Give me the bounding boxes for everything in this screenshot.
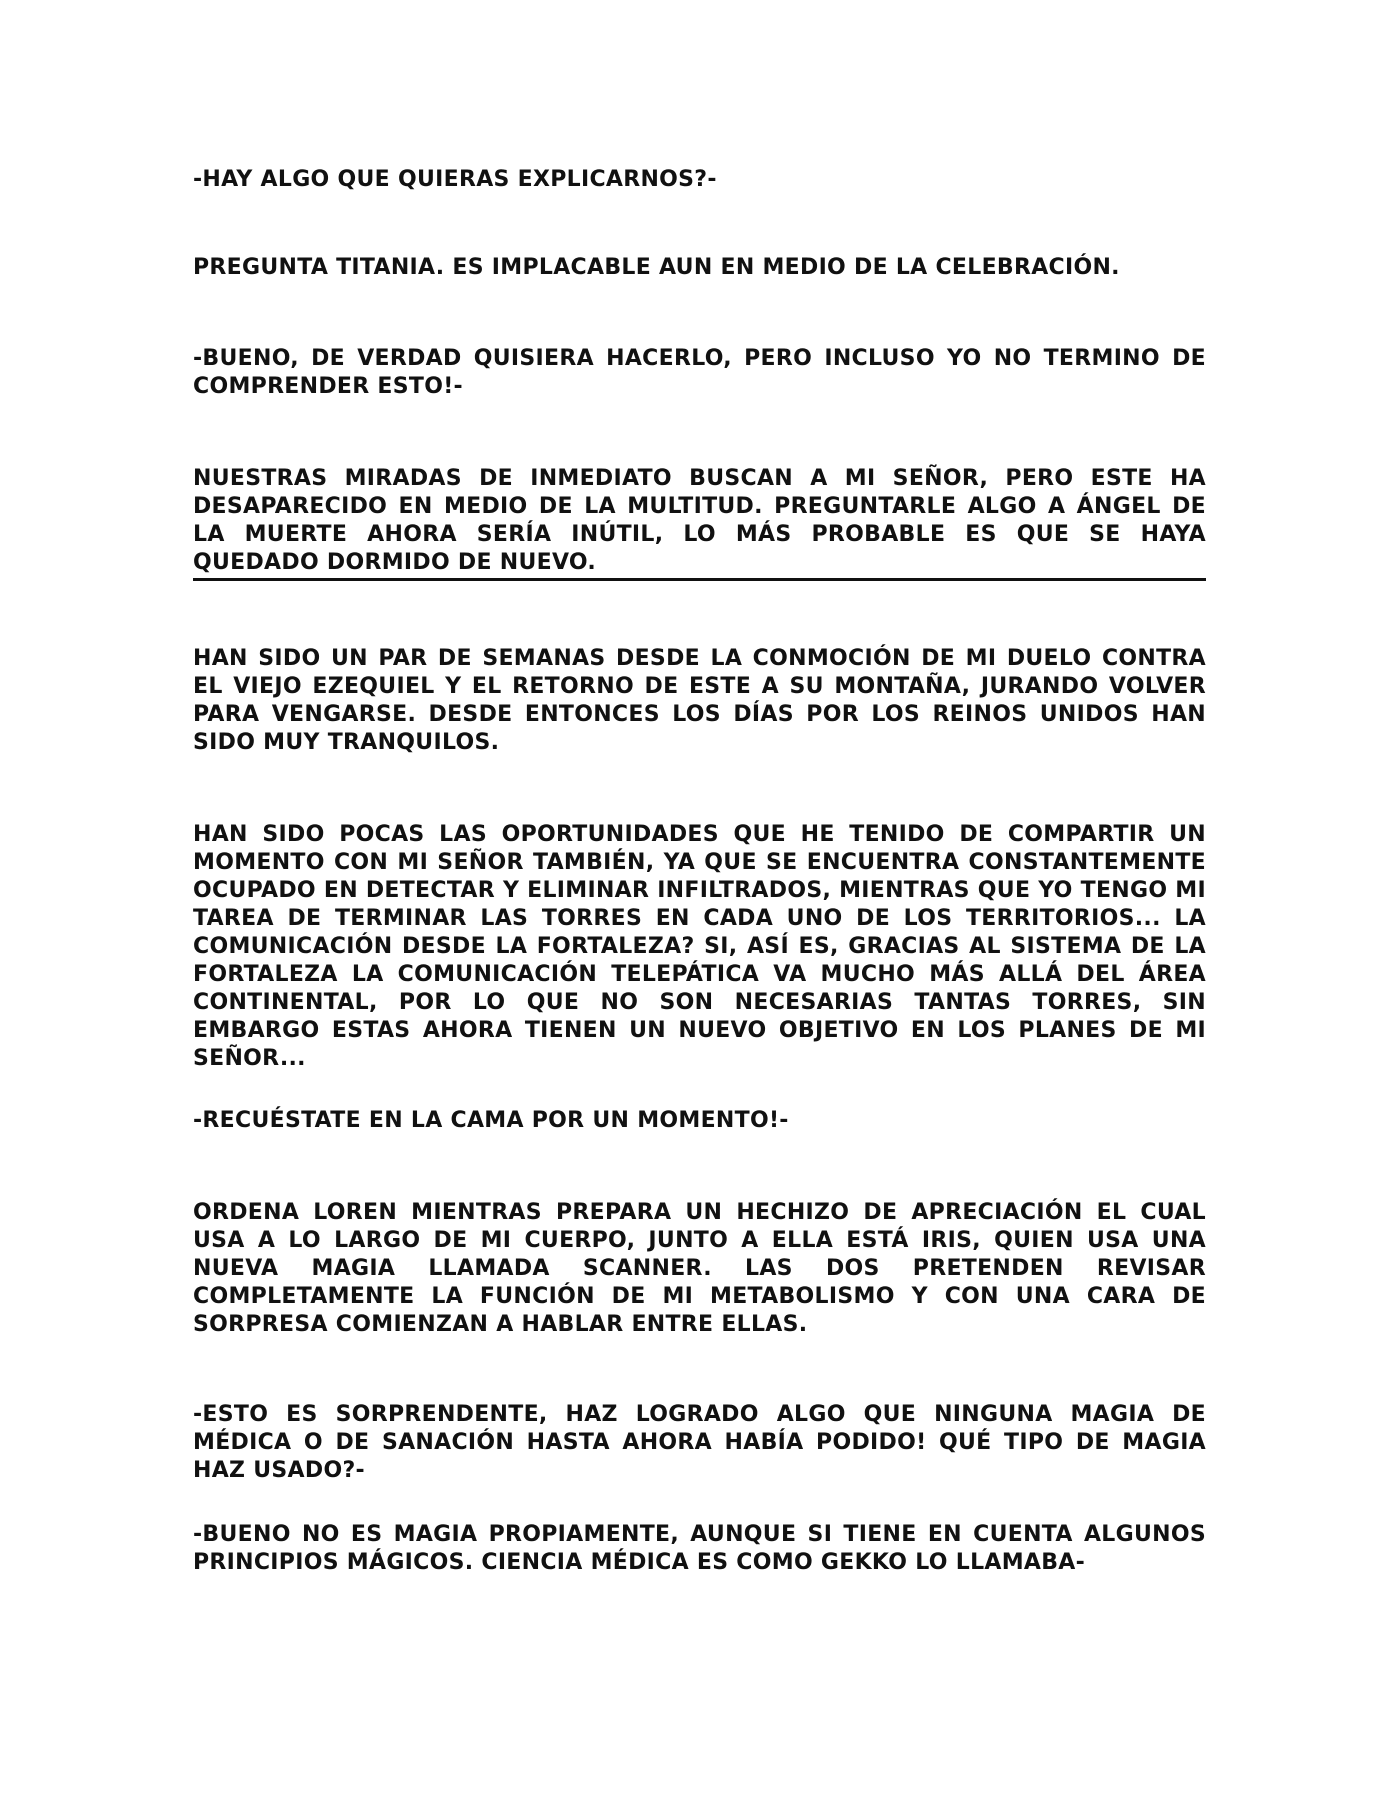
paragraph-narration-1: PREGUNTA TITANIA. ES IMPLACABLE AUN EN MEDIO DE LA CELEBRACIÓN. [193,255,1120,280]
paragraph-dialogue-2: -BUENO, DE VERDAD QUISIERA HACERLO, PERO INCLUSO YO NO TERMINO DE COMPRENDER ESTO!- [193,346,1206,399]
paragraph-narration-3: HAN SIDO UN PAR DE SEMANAS DESDE LA CONMOCIÓN DE MI DUELO CONTRA EL VIEJO EZEQUIEL Y EL RETORNO DE ESTE A SU MONTAÑA, JURANDO VOLVER PARA VENGARSE. DESDE ENTONCES LOS DÍAS POR LOS REINOS UNIDOS HAN SIDO MUY TRANQUILOS. [193,646,1206,755]
paragraph-dialogue-4: -ESTO ES SORPRENDENTE, HAZ LOGRADO ALGO QUE NINGUNA MAGIA DE MÉDICA O DE SANACIÓN HASTA AHORA HABÍA PODIDO! QUÉ TIPO DE MAGIA HAZ USADO?- [193,1402,1206,1483]
document-page [193,0,1206,1812]
paragraph-dialogue-1: -HAY ALGO QUE QUIERAS EXPLICARNOS?- [193,167,717,192]
section-divider [193,578,1206,581]
paragraph-narration-2: NUESTRAS MIRADAS DE INMEDIATO BUSCAN A MI SEÑOR, PERO ESTE HA DESAPARECIDO EN MEDIO DE LA MULTITUD. PREGUNTARLE ALGO A ÁNGEL DE LA MUERTE AHORA SERÍA INÚTIL, LO MÁS PROBABLE ES QUE SE HAYA QUEDADO DORMIDO DE NUEVO. [193,466,1206,575]
paragraph-dialogue-5: -BUENO NO ES MAGIA PROPIAMENTE, AUNQUE SI TIENE EN CUENTA ALGUNOS PRINCIPIOS MÁGICOS. CIENCIA MÉDICA ES COMO GEKKO LO LLAMABA- [193,1522,1206,1575]
paragraph-dialogue-3: -RECUÉSTATE EN LA CAMA POR UN MOMENTO!- [193,1108,789,1133]
paragraph-narration-5: ORDENA LOREN MIENTRAS PREPARA UN HECHIZO DE APRECIACIÓN EL CUAL USA A LO LARGO DE MI CUERPO, JUNTO A ELLA ESTÁ IRIS, QUIEN USA UNA NUEVA MAGIA LLAMADA SCANNER. LAS DOS PRETENDEN REVISAR COMPLETAMENTE LA FUNCIÓN DE MI METABOLISMO Y CON UNA CARA DE SORPRESA COMIENZAN A HABLAR ENTRE ELLAS. [193,1200,1206,1337]
paragraph-narration-4: HAN SIDO POCAS LAS OPORTUNIDADES QUE HE TENIDO DE COMPARTIR UN MOMENTO CON MI SEÑOR TAMBIÉN, YA QUE SE ENCUENTRA CONSTANTEMENTE OCUPADO EN DETECTAR Y ELIMINAR INFILTRADOS, MIENTRAS QUE YO TENGO MI TAREA DE TERMINAR LAS TORRES EN CADA UNO DE LOS TERRITORIOS... LA COMUNICACIÓN DESDE LA FORTALEZA? SI, ASÍ ES, GRACIAS AL SISTEMA DE LA FORTALEZA LA COMUNICACIÓN TELEPÁTICA VA MUCHO MÁS ALLÁ DEL ÁREA CONTINENTAL, POR LO QUE NO SON NECESARIAS TANTAS TORRES, SIN EMBARGO ESTAS AHORA TIENEN UN NUEVO OBJETIVO EN LOS PLANES DE MI SEÑOR... [193,822,1206,1071]
